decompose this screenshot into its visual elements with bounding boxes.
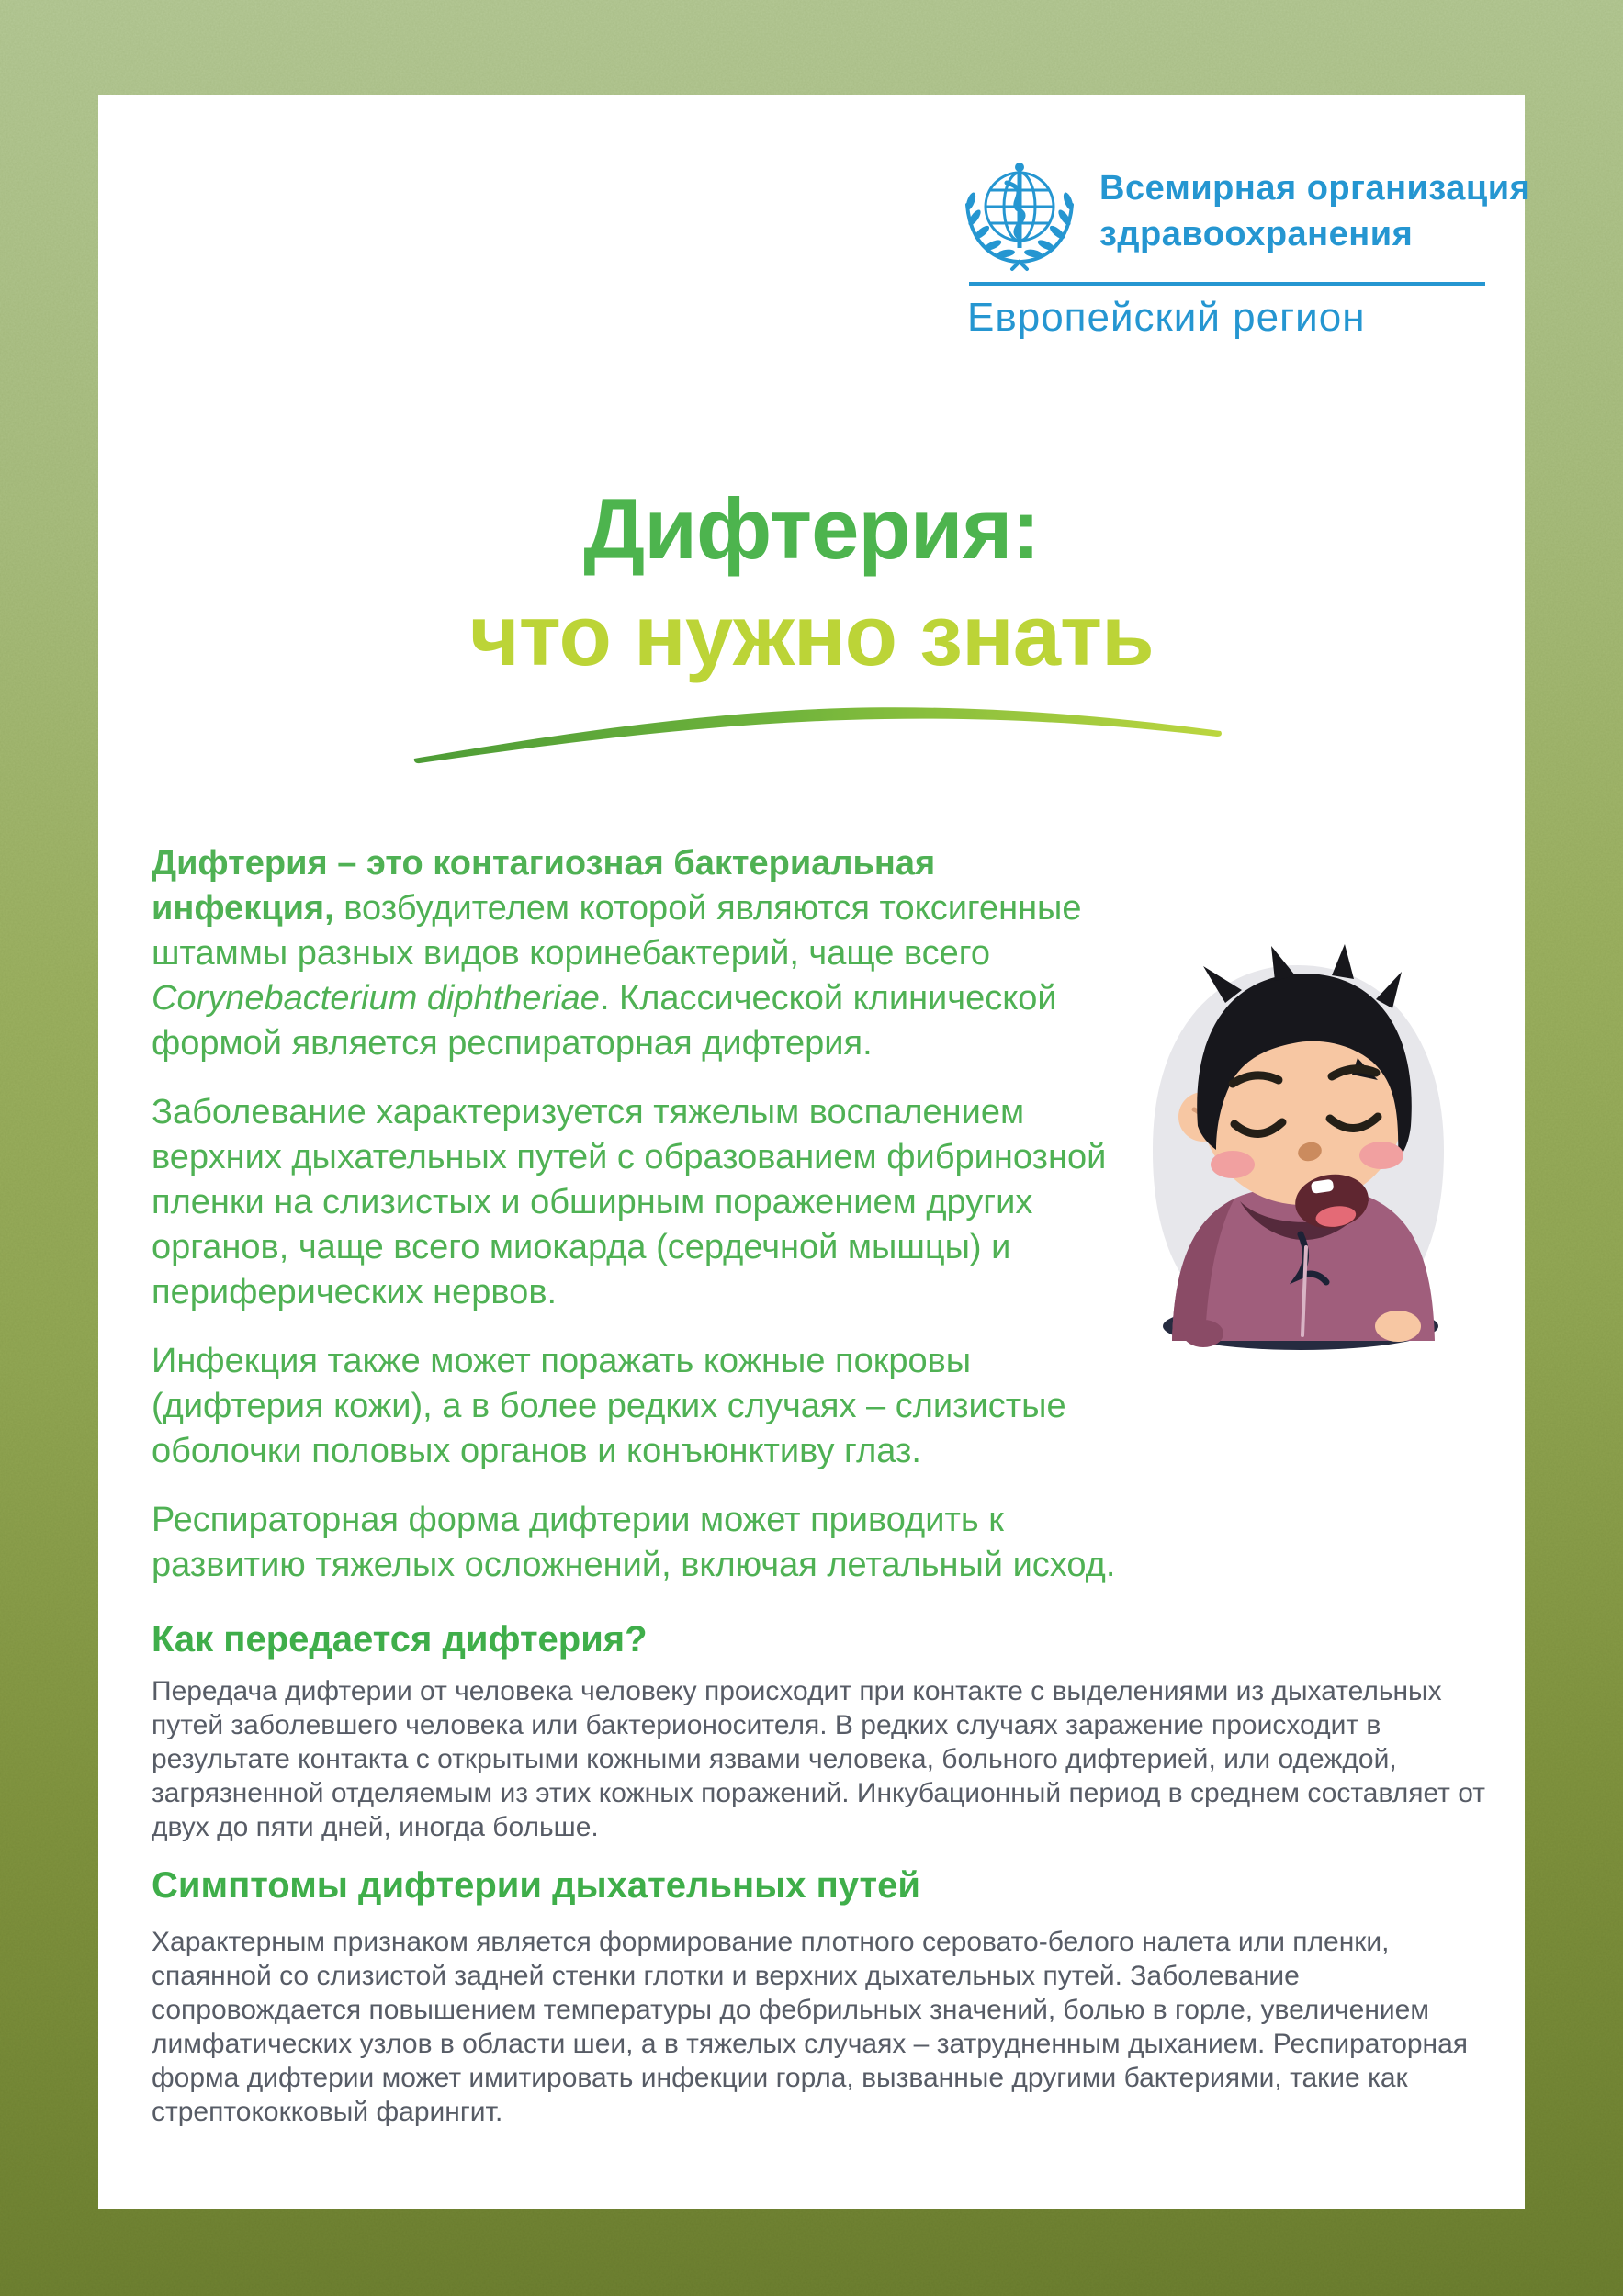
section-heading-transmission: Как передается дифтерия? (152, 1619, 648, 1660)
who-org-name-line2: здравоохранения (1099, 215, 1414, 253)
who-org-name-line1: Всемирная организация (1099, 169, 1531, 208)
intro-paragraph-1-tail: . Классической клинической формой является респираторная дифтерия. (152, 979, 1057, 1063)
who-org-name (1099, 165, 1540, 257)
logo-divider-line (969, 282, 1485, 286)
intro-paragraph-3: Инфекция также может поражать кожные покровы (дифтерия кожи), а в более редких случаях – слизистые оболочки половых органов и конъюнктиву глаз. (152, 1342, 1066, 1470)
brush-stroke-underline (412, 696, 1225, 768)
section-body-symptoms: Характерным признаком является формирование плотного серовато-белого налета или пленки, спаянной со слизистой задней стенки глотки и верхних дыхательных путей. Заболевание сопровождается повышением температуры до фебрильных значений, болью в горле, увеличением лимфатических узлов в области шеи, а в тяжелых случаях – затрудненным дыханием. Респираторная форма дифтерии может имитировать инфекции горла, вызванные другими бактериями, такие как стрептококковый фарингит. (152, 1927, 1469, 2127)
intro-text (152, 841, 1125, 1588)
poster-card (98, 95, 1531, 2209)
page-title (98, 476, 1525, 689)
section-heading-symptoms: Симптомы дифтерии дыхательных путей (152, 1865, 920, 1906)
intro-paragraph-4: Респираторная форма дифтерии может приводить к развитию тяжелых осложнений, включая летальный исход. (152, 1501, 1116, 1584)
intro-lead-bold: Дифтерия – это контагиозная бактериальная инфекция, (152, 844, 936, 928)
page-title-line2: что нужно знать (469, 587, 1154, 683)
intro-paragraph-1 (152, 841, 1125, 1066)
section-body-transmission: Передача дифтерии от человека человеку происходит при контакте с выделениями из дыхательных путей заболевшего человека или бактерионосителя. В редких случаях заражение происходит в результате контакта с открытыми кожными язвами человека, больного дифтерией, или одеждой, загрязненной отделяемым из этих кожных поражений. Инкубационный период в среднем составляет от двух до пяти дней, иногда больше. (152, 1676, 1486, 1842)
page-title-line1: Дифтерия: (583, 480, 1040, 577)
who-emblem-icon (955, 161, 1084, 276)
intro-paragraph-2: Заболевание характеризуется тяжелым воспалением верхних дыхательных путей с образованием фибринозной пленки на слизистых и обширным поражением других органов, чаще всего миокарда (сердечной мышцы) и периферических нервов. (152, 1093, 1107, 1311)
sick-child-illustration (1095, 926, 1462, 1367)
who-region-label: Европейский регион (967, 295, 1366, 340)
intro-latin-term: Corynebacterium diphtheriae (152, 979, 600, 1018)
intro-paragraph-1-text: возбудителем которой являются токсигенные штаммы разных видов коринебактерий, чаще всего (152, 889, 1082, 973)
